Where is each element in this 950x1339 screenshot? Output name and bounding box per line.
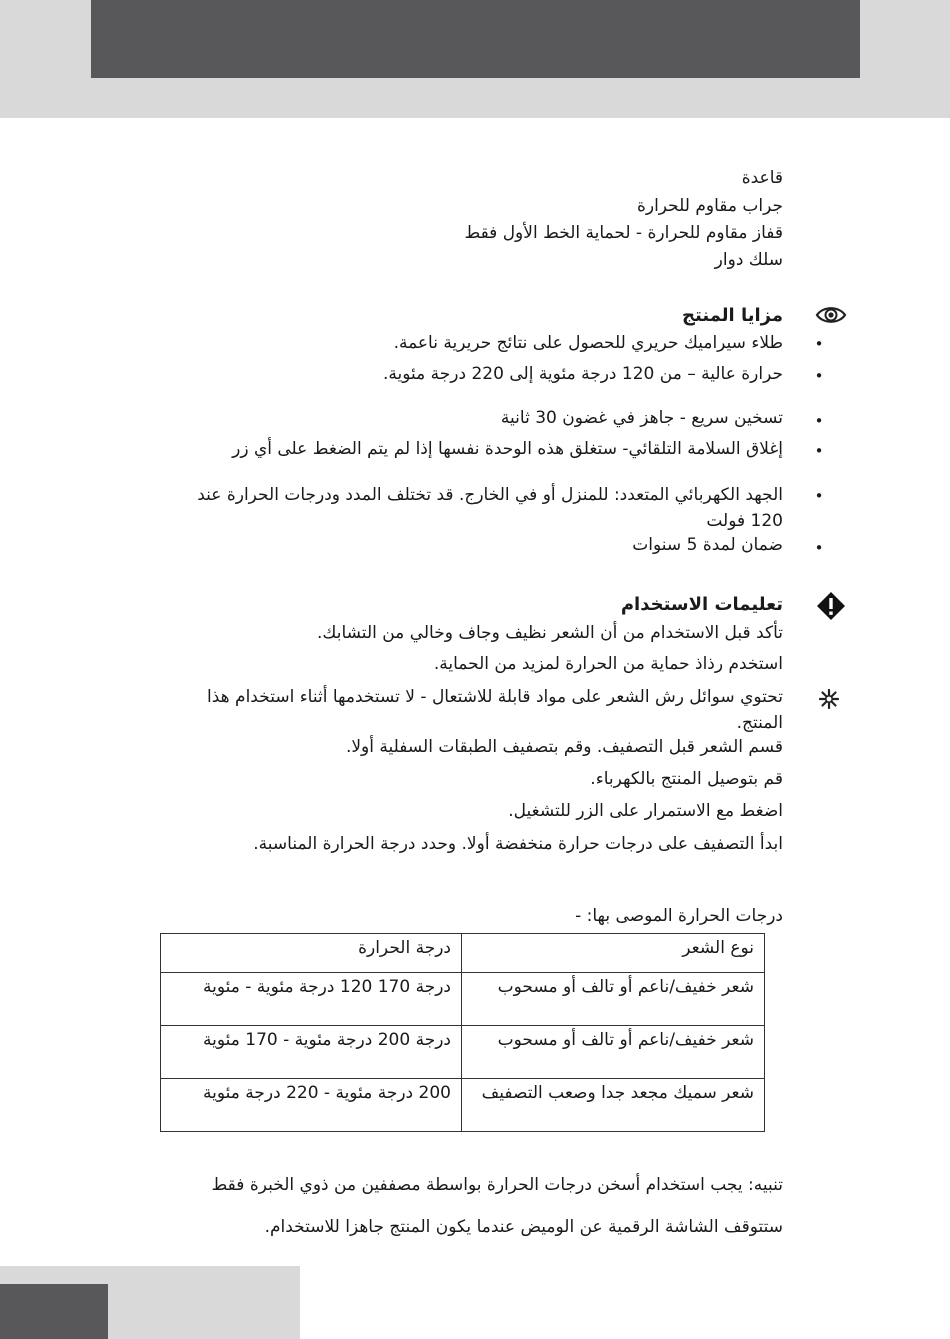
- hair-type-cell: شعر سميك مجعد جدا وصعب التصفيف: [462, 1079, 765, 1132]
- feature-item: الجهد الكهربائي المتعدد: للمنزل أو في الخارج. قد تختلف المدد ودرجات الحرارة عند 120 فولت: [197, 485, 783, 531]
- part-glove: قفاز مقاوم للحرارة - لحماية الخط الأول فقط: [464, 223, 783, 243]
- instruction-item: اضغط مع الاستمرار على الزر للتشغيل.: [508, 801, 783, 821]
- temperature-cell: درجة 170 120 درجة مئوية - مئوية: [161, 973, 462, 1026]
- part-heat-pouch: جراب مقاوم للحرارة: [636, 196, 783, 216]
- table-row: [161, 1026, 765, 1079]
- page-tab: [0, 1284, 108, 1339]
- bullet: •: [814, 442, 824, 460]
- table-header-row: [161, 934, 765, 973]
- header-bar: [91, 0, 860, 78]
- eye-icon: [815, 304, 847, 326]
- hair-type-cell: شعر خفيف/ناعم أو تالف أو مسحوب: [462, 973, 765, 1026]
- temps-title: درجات الحرارة الموصى بها: -: [575, 906, 783, 926]
- warning-diamond-icon: [816, 591, 846, 621]
- features-heading: مزايا المنتج: [682, 305, 783, 326]
- bullet: •: [814, 367, 824, 385]
- part-swivel-cord: سلك دوار: [714, 250, 783, 270]
- bullet: •: [814, 539, 824, 557]
- display-note: ستتوقف الشاشة الرقمية عن الوميض عندما يكون المنتج جاهزا للاستخدام.: [264, 1217, 783, 1237]
- temperature-table: [160, 933, 765, 1132]
- instruction-item: تحتوي سوائل رش الشعر على مواد قابلة للاشتعال - لا تستخدمها أثناء استخدام هذا المنتج.: [207, 687, 783, 733]
- star-burst-icon: [818, 688, 840, 710]
- instruction-item: قسم الشعر قبل التصفيف. وقم بتصفيف الطبقات السفلية أولا.: [345, 737, 783, 757]
- feature-item: إغلاق السلامة التلقائي- ستغلق هذه الوحدة نفسها إذا لم يتم الضغط على أي زر: [232, 439, 783, 459]
- header-hair-type: نوع الشعر: [462, 934, 765, 973]
- feature-item: حرارة عالية – من 120 درجة مئوية إلى 220 درجة مئوية.: [383, 364, 783, 384]
- header-temperature: درجة الحرارة: [161, 934, 462, 973]
- instruction-item: استخدم رذاذ حماية من الحرارة لمزيد من الحماية.: [433, 654, 783, 674]
- part-base: قاعدة: [741, 168, 783, 188]
- hair-type-cell: شعر خفيف/ناعم أو تالف أو مسحوب: [462, 1026, 765, 1079]
- temperature-cell: درجة 200 درجة مئوية - 170 مئوية: [161, 1026, 462, 1079]
- feature-item: تسخين سريع - جاهز في غضون 30 ثانية: [500, 408, 783, 428]
- instruction-item: ابدأ التصفيف على درجات حرارة منخفضة أولا. وحدد درجة الحرارة المناسبة.: [253, 834, 783, 854]
- temperature-cell: 200 درجة مئوية - 220 درجة مئوية: [161, 1079, 462, 1132]
- caution-note: تنبيه: يجب استخدام أسخن درجات الحرارة بواسطة مصففين من ذوي الخبرة فقط: [211, 1175, 783, 1195]
- bullet: •: [814, 487, 824, 505]
- feature-item: ضمان لمدة 5 سنوات: [632, 535, 783, 555]
- table-row: [161, 1079, 765, 1132]
- instruction-item: قم بتوصيل المنتج بالكهرباء.: [590, 769, 783, 789]
- bullet: •: [814, 412, 824, 430]
- bullet: •: [814, 335, 824, 353]
- instruction-item: تأكد قبل الاستخدام من أن الشعر نظيف وجاف وخالي من التشابك.: [317, 623, 783, 643]
- instructions-heading: تعليمات الاستخدام: [620, 594, 783, 615]
- table-row: [161, 973, 765, 1026]
- feature-item: طلاء سيراميك حريري للحصول على نتائج حريرية ناعمة.: [393, 333, 783, 353]
